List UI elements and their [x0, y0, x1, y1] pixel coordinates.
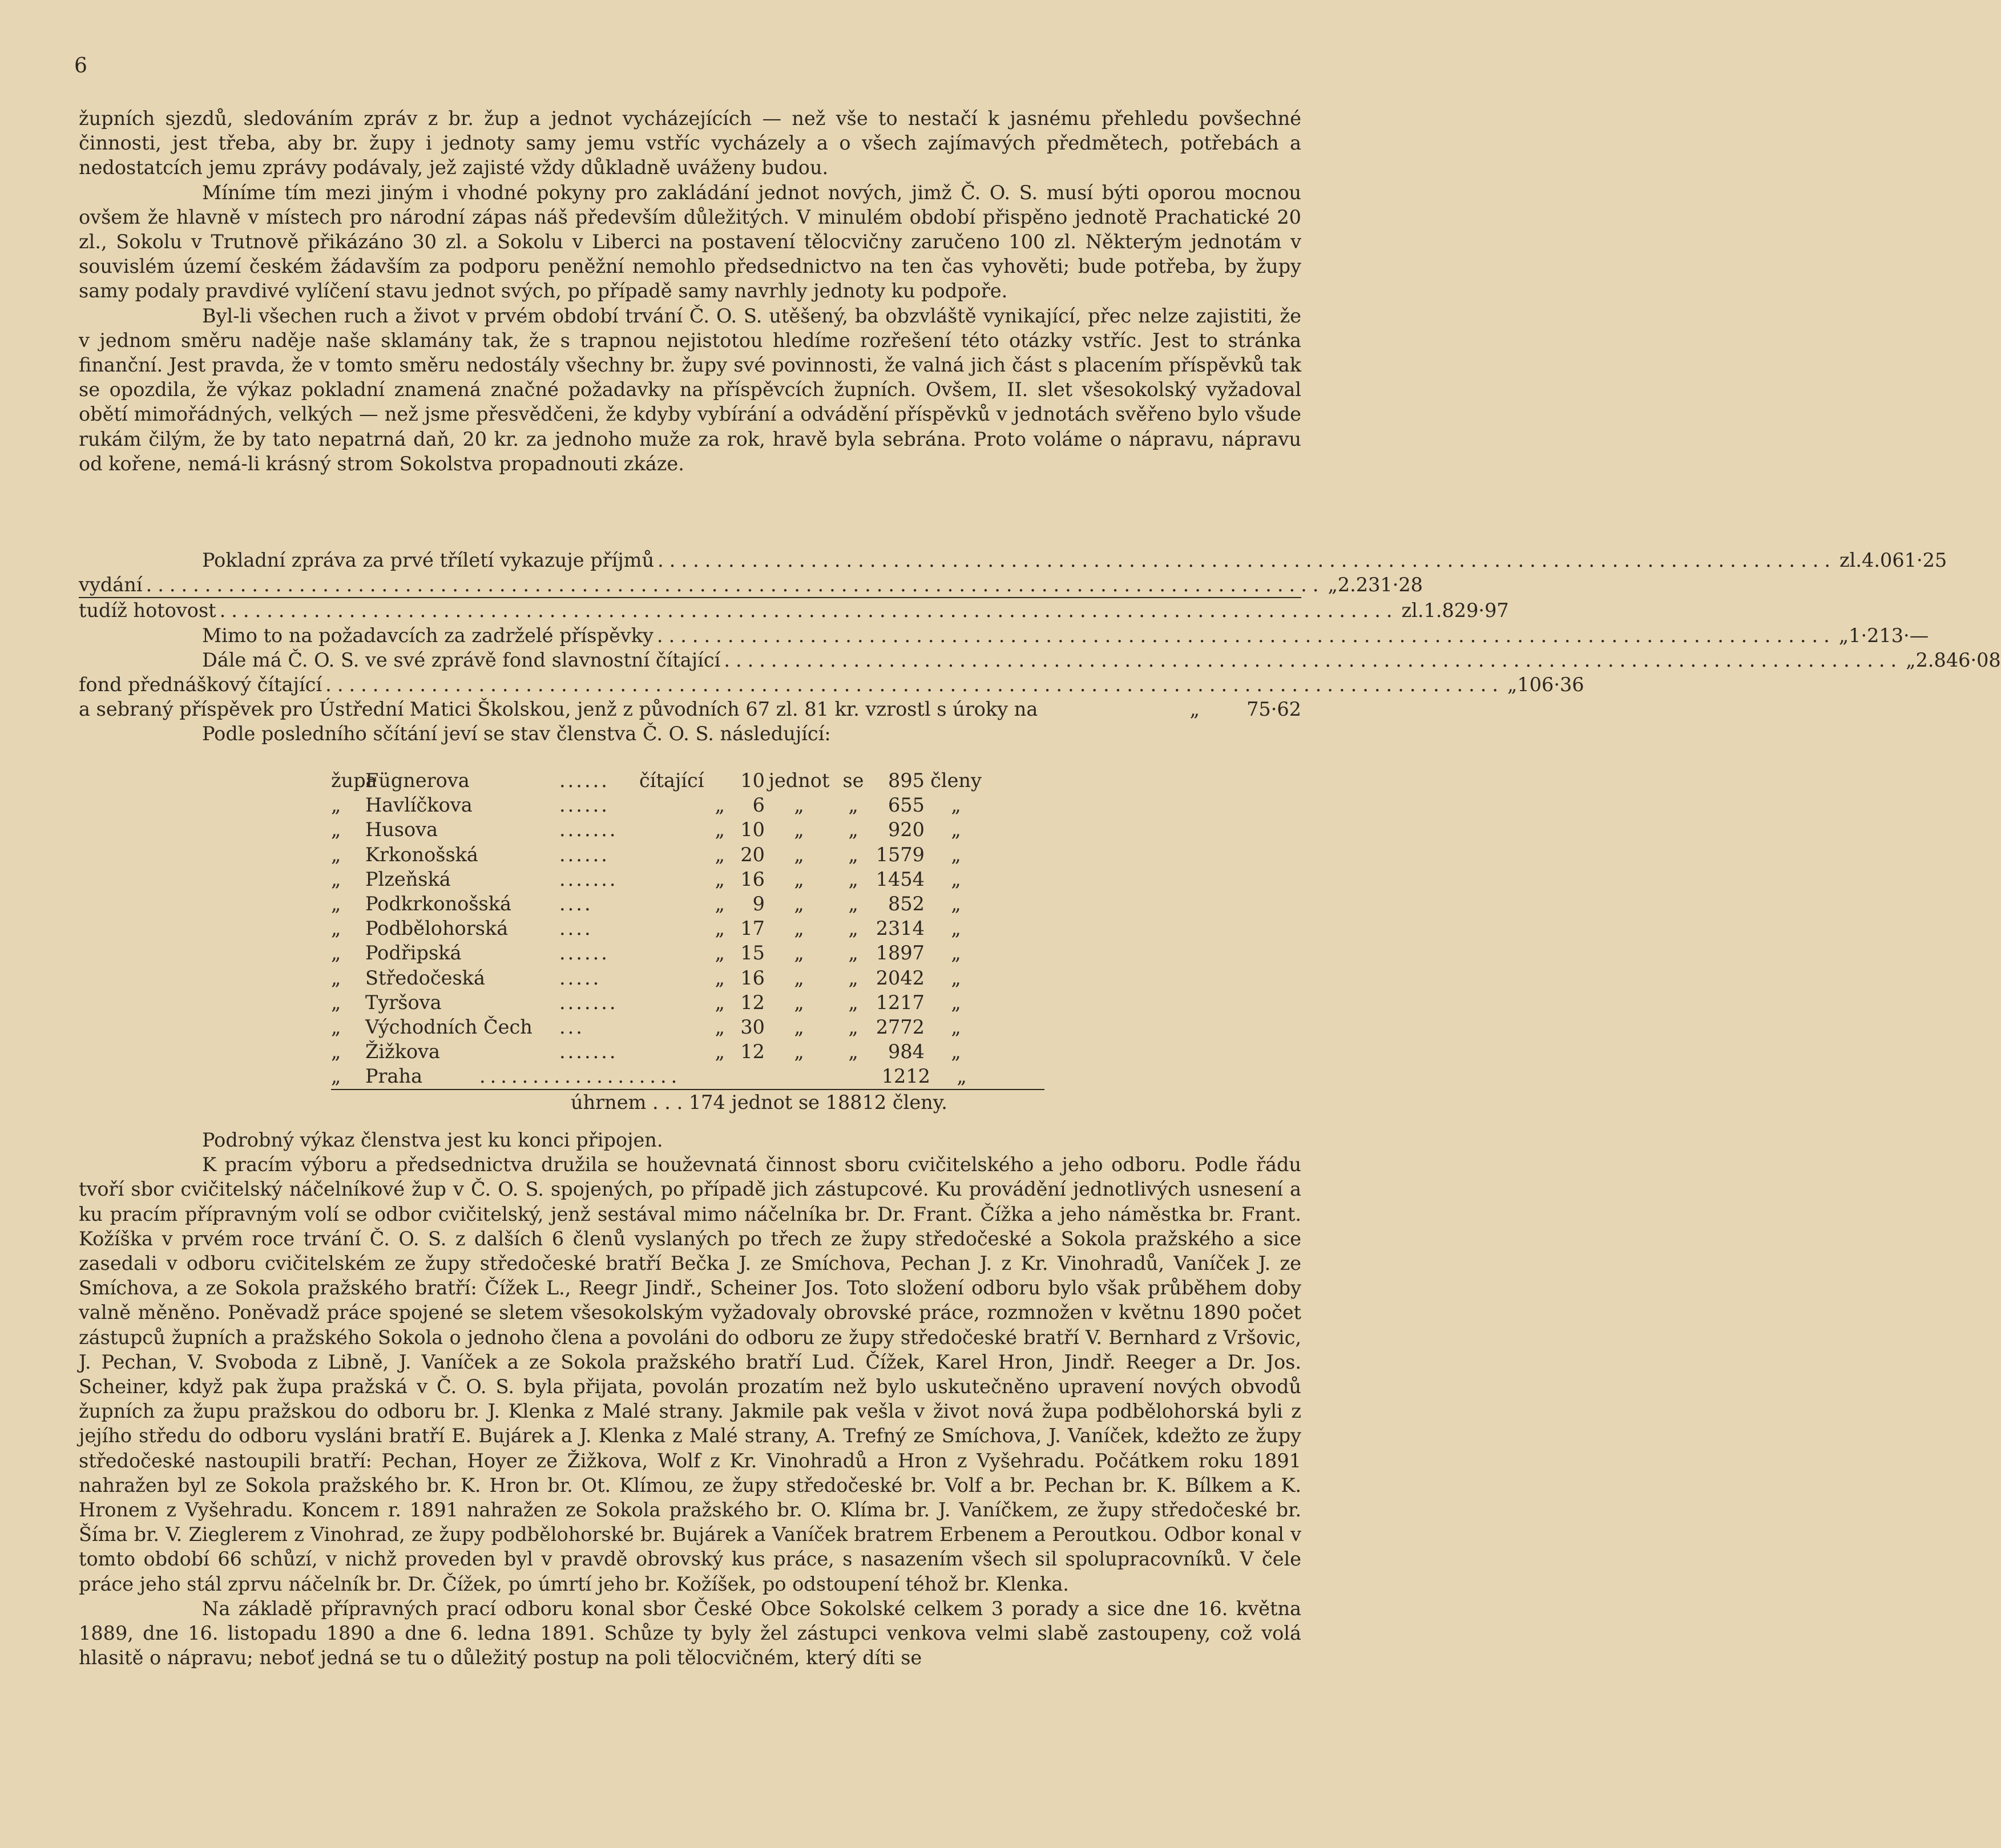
ditto-mark: „ [794, 917, 804, 940]
finance-row [79, 623, 1929, 648]
member-count: 920 [888, 818, 925, 841]
ditto-mark: „ [848, 867, 858, 890]
finance-amount: 1.829·97 [1423, 599, 1509, 622]
member-count: 1212 [881, 1065, 930, 1088]
member-count: 655 [888, 794, 925, 817]
finance-unit: „ [1838, 624, 1849, 647]
paragraph-3: Byl-li všechen ruch a život v prvém období trvání Č. O. S. utěšený, ba obzvláště vynikající, přec nelze zajistiti, že v jednom směru naděje naše sklamány tak, že s trapnou nejistotou hledíme rozřešení této otázky vstříc. Jest to stránka finanční. Jest pravda, že v tomto směru nedostály všechny br. župy své povinnosti, že valná jich část s placením příspěvků tak se opozdila, že výkaz pokladní znamená značné požadavky na příspěvcích župních. Ovšem, II. slet všesokolský vyžadoval obětí mimořádných, velkých — než jsme přesvědčeni, že kdyby vybírání a odvádění příspěvků v jednotách svěřeno bylo všude rukám čilým, že by tato nepatrná daň, 20 kr. za jednoho muže za rok, hravě byla sebrána. Proto voláme o nápravu, nápravu od kořene, nemá-li krásný strom Sokolstva propadnouti zkáze. [79, 304, 1301, 475]
ditto-mark: „ [951, 917, 961, 940]
membership-row [331, 966, 1044, 990]
ditto-mark: „ [331, 1040, 341, 1063]
ditto-mark: „ [794, 843, 804, 866]
member-count: 852 [888, 893, 925, 915]
unit-count: 6 [752, 794, 765, 817]
membership-row [331, 793, 1044, 817]
ditto-mark: „ [848, 818, 858, 841]
ditto-mark: „ [957, 1065, 967, 1088]
dot-leader: ...... [559, 769, 610, 792]
ditto-mark: „ [715, 843, 725, 866]
finance-label: Mimo to na požadavcích za zadrželé příspěvky [202, 624, 653, 647]
ditto-mark: „ [848, 966, 858, 989]
ditto-mark: „ [951, 794, 961, 817]
membership-row [331, 817, 1044, 842]
finance-label: fond přednáškový čítající [79, 673, 322, 696]
membership-row [331, 916, 1044, 941]
jednot-label: jednot [768, 769, 830, 792]
page-number: 6 [74, 54, 87, 78]
ditto-mark: „ [715, 942, 725, 965]
ditto-mark: „ [715, 917, 725, 940]
ditto-mark: „ [331, 1016, 341, 1039]
ditto-mark: „ [331, 843, 341, 866]
ditto-mark: „ [794, 1016, 804, 1039]
paragraph-1: župních sjezdů, sledováním zpráv z br. žup a jednot vycházejících — než vše to nestačí k jasnému přehledu povšechné činnosti, jest třeba, aby br. župy i jednoty samy jemu vstříc vycházely a o všech zajímavých předmětech, potřebách a nedostatcích jemu zprávy podávaly, jež zajisté vždy důkladně uváženy budou. [79, 107, 1301, 179]
ditto-mark: „ [951, 966, 961, 989]
zupa-name: Žižkova [365, 1040, 441, 1063]
member-count: 895 [888, 769, 925, 792]
ditto-mark: „ [715, 1040, 725, 1063]
ditto-mark: „ [715, 991, 725, 1014]
ditto-mark: „ [715, 893, 725, 915]
dot-leader: .................................................................................................... [657, 549, 1837, 571]
ditto-mark: „ [951, 991, 961, 1014]
ditto-mark: „ [331, 942, 341, 965]
ditto-mark: „ [794, 867, 804, 890]
ditto-mark: „ [331, 867, 341, 890]
unit-count: 15 [740, 942, 765, 965]
finance-unit: „ [1906, 648, 1916, 671]
membership-total-row [331, 1089, 1044, 1115]
unit-count: 9 [752, 893, 765, 915]
ditto-mark: „ [848, 991, 858, 1014]
finance-unit: zl. [1839, 549, 1862, 571]
zupa-name: Podbělohorská [365, 917, 509, 940]
dot-leader: ...... [559, 843, 610, 866]
ditto-mark: „ [848, 794, 858, 817]
member-count: 2042 [876, 966, 925, 989]
membership-row [331, 1015, 1044, 1039]
finance-amount: 2.231·28 [1337, 574, 1423, 596]
membership-table [331, 768, 1044, 1115]
dot-leader: ....... [559, 1040, 618, 1063]
zupa-name: Praha [365, 1065, 423, 1088]
paragraph-5: K pracím výboru a předsednictva družila se houževnatá činnost sboru cvičitelského a jeho odboru. Podle řádu tvoří sbor cvičitelský náčelníkové žup v Č. O. S. spojených, po případě jich zástupcové. Ku provádění jednotlivých usnesení a ku pracím přípravným volí se odbor cvičitelský, jenž sestával mimo náčelníka br. Dr. Frant. Čížka a jeho náměstka br. Frant. Kožíška v prvém roce trvání Č. O. S. z dalších 6 členů vyslaných po třech ze župy středočeské a Sokola pražského a sice zasedali v odboru cvičitelském ze župy středočeské bratří Bečka J. ze Smíchova, Pechan J. z Kr. Vinohradů, Vaníček J. ze Smíchova, a ze Sokola pražského bratří: Čížek L., Reegr Jindř., Scheiner Jos. Toto složení odboru bylo však průběhem doby valně měněno. Poněvadž práce spojené se sletem všesokolským vyžadovaly obrovské práce, rozmnožen v květnu 1890 počet zástupců župních a pražského Sokola o jednoho člena a povoláni do odboru ze župy středočeské bratří V. Bernhard z Vršovic, J. Pechan, V. Svoboda z Libně, J. Vaníček a ze Sokola pražského bratří Lud. Čížek, Karel Hron, Jindř. Reeger a Dr. Jos. Scheiner, když pak župa pražská v Č. O. S. byla přijata, povolán prozatím než bylo uskutečněno upravení nových obvodů župních za župu pražskou do odboru br. J. Klenka z Malé strany. Jakmile pak vešla v život nová župa podbělohorská byli z jejího středu do odboru vysláni bratří E. Bujárek a J. Klenka z Malé strany, A. Trefný ze Smíchova, J. Vaníček, kdežto ze župy středočeské nastoupili bratří: Pechan, Hoyer ze Žižkova, Wolf z Kr. Vinohradů a Hron z Vyšehradu. Počátkem roku 1891 nahražen byl ze Sokola pražského br. K. Hron br. Ot. Klímou, ze župy středočeské br. Volf a br. Pechan br. K. Bílkem a K. Hronem z Vyšehradu. Koncem r. 1891 nahražen ze Sokola pražského br. O. Klíma br. J. Vaníčkem, ze župy středočeské br. Šíma br. V. Zieglerem z Vinohrad, ze župy podbělohorské br. Bujárek a Vaníček bratrem Erbenem a Peroutkou. Odbor konal v tomto období 66 schůzí, v nichž proveden byl v pravdě obrovský kus práce, s nasazením všech sil spolupracovníků. V čele práce jeho stál zprvu náčelník br. Dr. Čížek, po úmrtí jeho br. Kožíšek, po odstoupení téhož br. Klenka. [79, 1153, 1301, 1595]
ditto-mark: „ [794, 893, 804, 915]
member-count: 1897 [876, 942, 925, 965]
finance-unit: zl. [1401, 599, 1424, 622]
membership-row [331, 941, 1044, 965]
member-count: 1217 [876, 991, 925, 1014]
ditto-mark: „ [848, 1040, 858, 1063]
membership-row [331, 1064, 1044, 1088]
text-block-top [79, 106, 1301, 476]
finance-row [79, 672, 1584, 697]
zupa-name: Krkonošská [365, 843, 478, 866]
membership-row [331, 990, 1044, 1015]
ditto-mark: „ [715, 818, 725, 841]
se-label: se [842, 769, 864, 792]
dot-leader: .................................................................................................... [219, 599, 1398, 622]
paragraph-2: Míníme tím mezi jiným i vhodné pokyny pro zakládání jednot nových, jimž Č. O. S. musí býti oporou mocnou ovšem že hlavně v místech pro národní zápas náš především důležitých. V minulém období přispěno jednotě Prachatické 20 zl., Sokolu v Trutnově přikázáno 30 zl. a Sokolu v Liberci na postavení tělocvičny zaručeno 100 zl. Některým jednotám v souvislém území českém žádavším za podporu peněžní nemohlo předsednictvo na ten čas vyhověti; bude potřeba, by župy samy podaly pravdivé vylíčení stavu jednot svých, po případě samy navrhly jednoty ku podpoře. [79, 181, 1301, 302]
paragraph-6: Na základě přípravných prací odboru konal sbor České Obce Sokolské celkem 3 porady a sice dne 16. května 1889, dne 16. listopadu 1890 a dne 6. ledna 1891. Schůze ty byly žel zástupci venkova velmi slabě zastoupeny, což volá hlasitě o nápravu; neboť jedná se tu o důležitý postup na poli tělocvičném, který díti se [79, 1597, 1301, 1669]
unit-count: 16 [740, 867, 765, 890]
finance-label: Pokladní zpráva za prvé tříletí vykazuje příjmů [202, 549, 655, 571]
finance-amount: 75·62 [1246, 698, 1301, 721]
row-prefix: župa [331, 769, 377, 792]
member-count: 984 [888, 1040, 925, 1063]
finance-table [79, 548, 2001, 747]
zupa-name: Husova [365, 818, 438, 841]
dot-leader: ....... [559, 991, 618, 1014]
unit-count: 20 [740, 843, 765, 866]
cleny-label: členy [930, 769, 982, 792]
zupa-name: Havlíčkova [365, 794, 473, 817]
finance-amount: 2.846·08 [1915, 648, 2001, 671]
unit-count: 10 [740, 818, 765, 841]
members-intro: Podle posledního sčítání jeví se stav členstva Č. O. S. následující: [202, 723, 831, 745]
ditto-mark: „ [331, 794, 341, 817]
member-count: 1454 [876, 867, 925, 890]
unit-count: 12 [740, 1040, 765, 1063]
dot-leader: ....... [559, 818, 618, 841]
ditto-mark: „ [331, 893, 341, 915]
membership-row [331, 1039, 1044, 1064]
finance-row [79, 548, 1947, 572]
ditto-mark: „ [794, 818, 804, 841]
ditto-mark: „ [794, 1040, 804, 1063]
dot-leader: .................................................................................................... [146, 574, 1325, 596]
zupa-name: Fügnerova [365, 769, 470, 792]
ditto-mark: „ [848, 917, 858, 940]
member-count: 1579 [876, 843, 925, 866]
ditto-mark: „ [794, 942, 804, 965]
membership-total: úhrnem . . . 174 jednot se 18812 členy. [571, 1091, 947, 1113]
dot-leader: ................... [479, 1065, 682, 1088]
dot-leader: .................................................................................................... [656, 624, 1835, 647]
membership-row [331, 867, 1044, 891]
ditto-mark: „ [848, 843, 858, 866]
ditto-mark: „ [715, 867, 725, 890]
ditto-mark: „ [715, 966, 725, 989]
ditto-mark: „ [794, 991, 804, 1014]
text-block-bottom [79, 1128, 1301, 1670]
zupa-name: Plzeňská [365, 867, 451, 890]
membership-row [331, 768, 1044, 793]
ditto-mark: „ [951, 843, 961, 866]
finance-row [79, 572, 1423, 598]
finance-amount: 106·36 [1517, 673, 1584, 696]
citajici-label: čítající [639, 769, 704, 792]
ditto-mark: „ [331, 966, 341, 989]
ditto-mark: „ [331, 991, 341, 1014]
dot-leader: ....... [559, 867, 618, 890]
zupa-name: Podkrkonošská [365, 893, 511, 915]
dot-leader: .... [559, 917, 593, 940]
ditto-mark: „ [848, 942, 858, 965]
finance-unit: „ [1507, 673, 1518, 696]
ditto-mark: „ [794, 794, 804, 817]
finance-row [79, 697, 1301, 721]
unit-count: 16 [740, 966, 765, 989]
finance-label: tudíž hotovost [79, 599, 216, 622]
ditto-mark: „ [331, 1065, 341, 1088]
finance-label: vydání [79, 574, 143, 596]
ditto-mark: „ [715, 1016, 725, 1039]
unit-count: 10 [740, 769, 765, 792]
ditto-mark: „ [951, 867, 961, 890]
member-count: 2772 [876, 1016, 925, 1039]
finance-row [79, 648, 2001, 672]
dot-leader: ...... [559, 942, 610, 965]
ditto-mark: „ [848, 893, 858, 915]
dot-leader: .................................................................................................... [325, 673, 1504, 696]
unit-count: 17 [740, 917, 765, 940]
finance-unit: „ [1328, 574, 1338, 596]
ditto-mark: „ [951, 1040, 961, 1063]
ditto-mark: „ [951, 893, 961, 915]
ditto-mark: „ [951, 818, 961, 841]
ditto-mark: „ [951, 942, 961, 965]
finance-amount: 4.061·25 [1862, 549, 1947, 571]
membership-row [331, 891, 1044, 916]
member-count: 2314 [876, 917, 925, 940]
dot-leader: .................................................................................................... [724, 648, 1903, 671]
ditto-mark: „ [951, 1016, 961, 1039]
zupa-name: Tyršova [365, 991, 442, 1014]
zupa-name: Středočeská [365, 966, 485, 989]
paragraph-4: Podrobný výkaz členstva jest ku konci připojen. [202, 1129, 663, 1151]
ditto-mark: „ [848, 1016, 858, 1039]
unit-count: 12 [740, 991, 765, 1014]
unit-count: 30 [740, 1016, 765, 1039]
dot-leader: ..... [559, 966, 602, 989]
ditto-mark: „ [794, 966, 804, 989]
finance-label: Dále má Č. O. S. ve své zprávě fond slavnostní čítající [202, 648, 721, 671]
ditto-mark: „ [715, 794, 725, 817]
finance-label: a sebraný příspěvek pro Ústřední Matici Školskou, jenž z původních 67 zl. 81 kr. vzrostl s úroky na [79, 698, 1038, 721]
finance-row [79, 598, 1509, 623]
ditto-mark: „ [331, 917, 341, 940]
dot-leader: .... [559, 893, 593, 915]
dot-leader: ... [559, 1016, 584, 1039]
zupa-name: Podřipská [365, 942, 462, 965]
dot-leader: ...... [559, 794, 610, 817]
ditto-mark: „ [331, 818, 341, 841]
zupa-name: Východních Čech [365, 1016, 532, 1039]
membership-row [331, 842, 1044, 867]
finance-unit: „ [1189, 698, 1200, 721]
finance-amount: 1·213·— [1849, 624, 1929, 647]
